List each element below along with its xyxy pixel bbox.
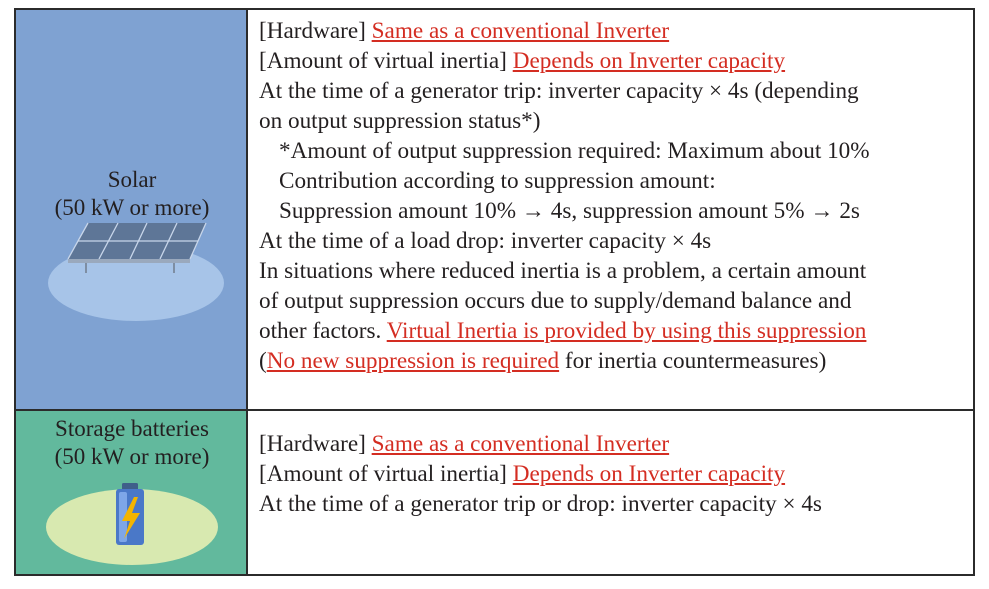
highlight-text: Same as a conventional Inverter (371, 431, 670, 457)
category-note: (50 kW or more) (54, 195, 210, 220)
line-generator-trip: At the time of a generator trip: inverter capacity × 4s (depending (259, 78, 859, 104)
line-generator-trip-cont: on output suppression status*) (259, 108, 541, 134)
table-row-solar (16, 10, 973, 411)
line-contribution: Contribution according to suppression amount: (279, 168, 716, 194)
category-label-storage-batteries (16, 415, 248, 471)
category-note: (50 kW or more) (54, 444, 210, 469)
category-cell-storage-batteries (16, 411, 248, 574)
line-virtual-inertia: [Amount of virtual inertia] Depends on Inverter capacity (259, 48, 786, 74)
category-name: Solar (107, 167, 157, 192)
line-generator-trip-or-drop: At the time of a generator trip or drop: inverter capacity × 4s (259, 491, 822, 517)
line-output-suppression: of output suppression occurs due to supply/demand balance and (259, 288, 852, 314)
highlight-text: Same as a conventional Inverter (371, 18, 670, 44)
line-hardware: [Hardware] Same as a conventional Inverter (259, 18, 670, 44)
category-label-solar (16, 166, 248, 222)
highlight-text: Virtual Inertia is provided by using this suppression (386, 318, 867, 344)
line-suppression-note: *Amount of output suppression required: Maximum about 10% (279, 138, 870, 164)
line-virtual-inertia: [Amount of virtual inertia] Depends on Inverter capacity (259, 461, 786, 487)
description-cell-storage-batteries (250, 411, 973, 574)
highlight-text: Depends on Inverter capacity (512, 461, 786, 487)
line-other-factors: other factors. Virtual Inertia is provided by using this suppression (259, 318, 867, 344)
comparison-table (14, 8, 975, 576)
highlight-text: Depends on Inverter capacity (512, 48, 786, 74)
category-cell-solar (16, 10, 248, 409)
table-row-storage-batteries (16, 411, 973, 574)
highlight-text: No new suppression is required (266, 348, 560, 374)
category-name: Storage batteries (55, 416, 209, 441)
line-load-drop: At the time of a load drop: inverter capacity × 4s (259, 228, 712, 254)
line-no-new-suppression: (No new suppression is required for inertia countermeasures) (259, 348, 827, 374)
solar-panel-icon (46, 215, 226, 325)
description-cell-solar (250, 10, 973, 409)
line-reduced-inertia: In situations where reduced inertia is a problem, a certain amount (259, 258, 867, 284)
battery-icon (44, 479, 220, 569)
line-hardware: [Hardware] Same as a conventional Inverter (259, 431, 670, 457)
line-suppression-amounts: Suppression amount 10% → 4s, suppression amount 5% → 2s (279, 198, 860, 224)
